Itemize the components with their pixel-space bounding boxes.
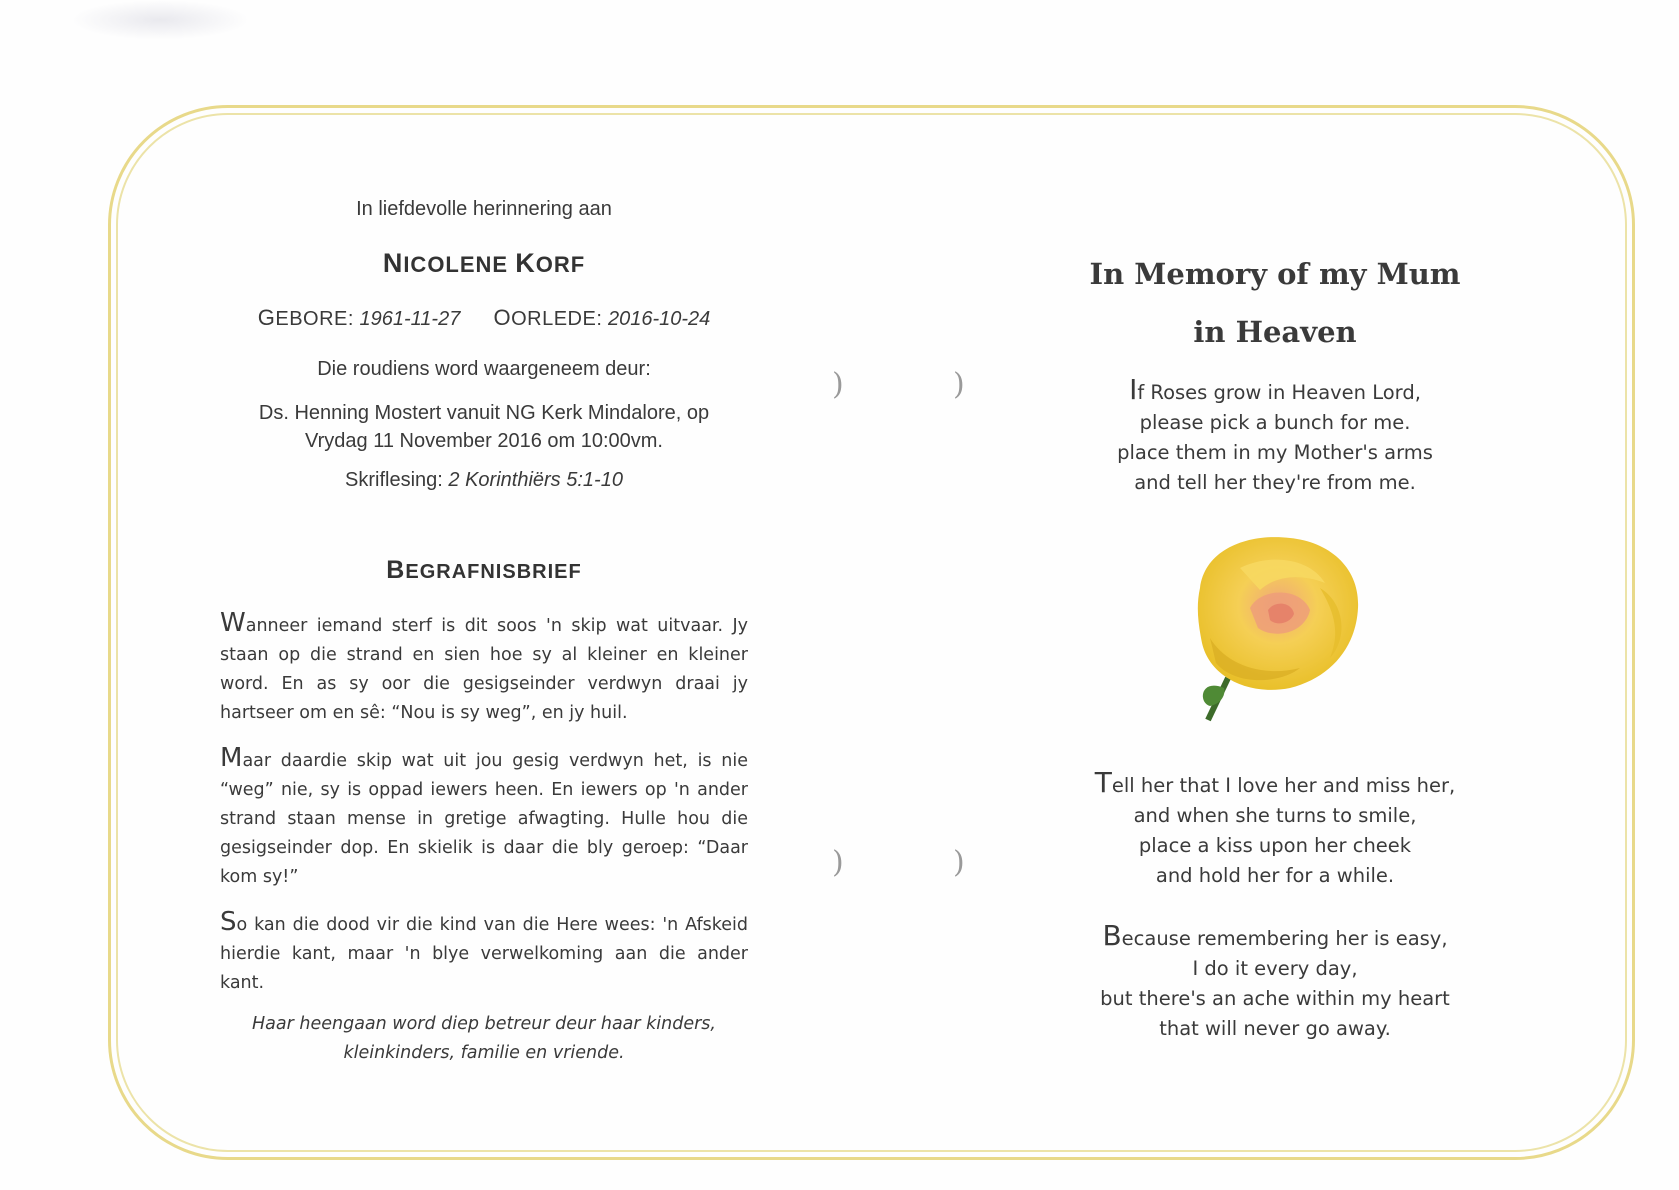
- letter-paragraph: Maar daardie skip wat uit jou gesig verdwyn het, is nie “weg” nie, sy is oppad iewers heen. En iewers op 'n ander strand staan mense in gretige afwagting. Hulle hou die gesigseinder dop. En skielik is daar die bly geroep: “Daar kom sy!”: [220, 743, 748, 887]
- fold-mark: ): [832, 367, 844, 402]
- section-heading: BEGRAFNISBRIEF: [386, 556, 582, 584]
- right-panel: [1050, 245, 1500, 1044]
- letter-paragraph: Wanneer iemand sterf is dit soos 'n skip wat uitvaar. Jy staan op die strand en sien hoe sy al kleiner en kleiner word. En as sy oor die gesigseinder verdwyn draai jy hartseer om en sê: “Nou is sy weg”, en jy huil.: [220, 608, 748, 723]
- born-label: GEBORE:: [257, 305, 354, 330]
- closing-note: Haar heengaan word diep betreur deur haar kinders, kleinkinders, familie en vriende.: [252, 1014, 716, 1063]
- poem-verse: If Roses grow in Heaven Lord, please pick a bunch for me. place them in my Mother's arms and tell her they're from me.: [1117, 373, 1433, 494]
- letter-paragraph: So kan die dood vir die kind van die Here wees: 'n Afskeid hierdie kant, maar 'n blye verwelkoming aan die ander kant.: [220, 907, 748, 993]
- scan-smudge: [70, 0, 250, 40]
- fold-mark: ): [832, 845, 844, 880]
- poem-title: In Memory of my Mum in Heaven: [1089, 257, 1461, 349]
- service-label: Die roudiens word waargeneem deur:: [317, 358, 651, 380]
- life-dates: [220, 305, 748, 331]
- yellow-rose-icon: [1180, 528, 1370, 728]
- died-label: OORLEDE:: [493, 305, 603, 330]
- left-panel: [220, 190, 748, 1068]
- poem-verse: Because remembering her is easy, I do it every day, but there's an ache within my heart that will never go away.: [1100, 919, 1450, 1040]
- fold-mark: ): [953, 367, 965, 402]
- service-details: Ds. Henning Mostert vanuit NG Kerk Mindalore, op Vrydag 11 November 2016 om 10:00vm.: [258, 402, 710, 452]
- poem-verse: Tell her that I love her and miss her, and when she turns to smile, place a kiss upon her cheek and hold her for a while.: [1094, 766, 1456, 887]
- intro-line: In liefdevolle herinnering aan: [356, 198, 612, 220]
- scripture-reading: Skriflesing: 2 Korinthiërs 5:1-10: [345, 469, 623, 491]
- born-date: 1961-11-27: [359, 308, 461, 330]
- died-date: 2016-10-24: [607, 308, 711, 330]
- deceased-name: NICOLENE KORF: [382, 248, 586, 278]
- fold-mark: ): [953, 845, 965, 880]
